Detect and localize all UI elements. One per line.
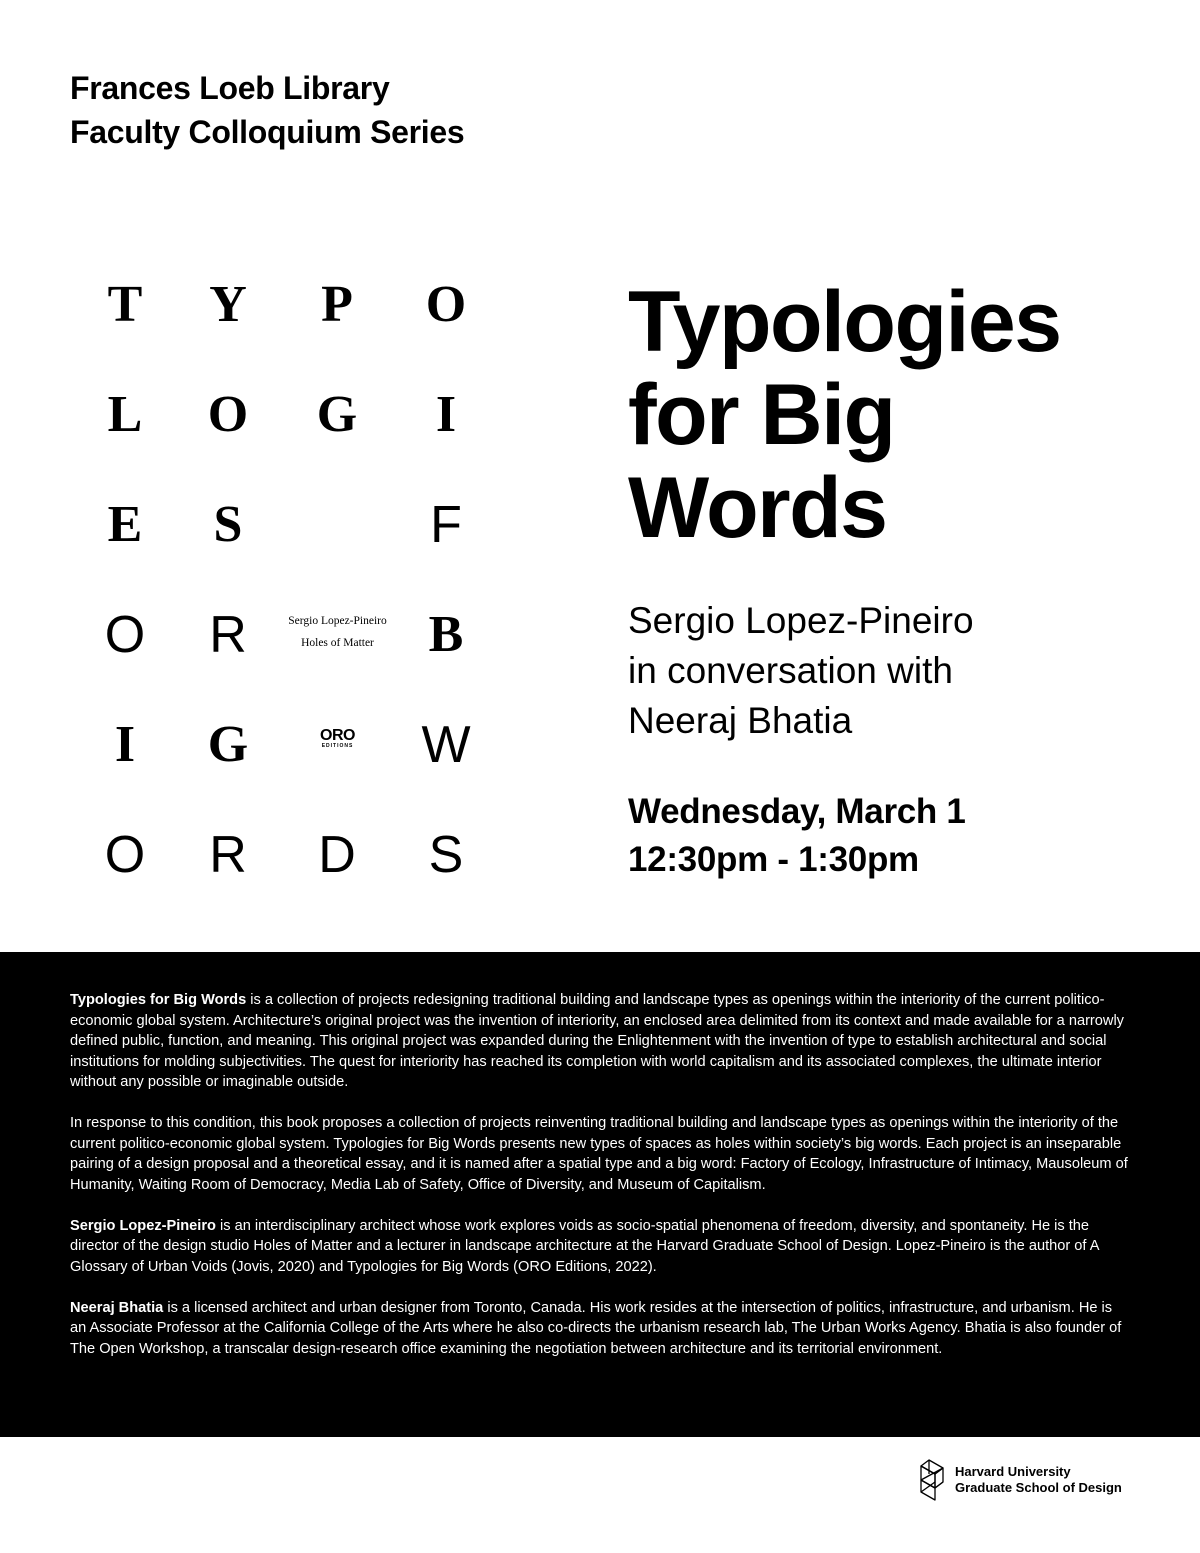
publisher-logo (310, 728, 365, 749)
cover-letter: O (425, 276, 467, 333)
cover-letter: F (430, 496, 462, 554)
bio-paragraph (70, 1298, 1130, 1360)
cover-letter: L (107, 386, 143, 443)
paragraph-text: is a collection of projects redesigning traditional building and landscape types as openings within the interiority of the current politico-economic global system. Architecture’s original project was the invention of interiority, an enclosed area delimited from its context and made available for a narrowly defined public, function, and meaning. This original project was expanded during the Enlightenment with the invention of type to establish architectural and social institutions for molding subjectivities. The quest for interiority has reached its completion with world capitalism and its associated complexes, the ultimate interior without any possible or imaginable outside. (70, 992, 1124, 1090)
description-paragraph (70, 990, 1130, 1093)
publisher-sub: EDITIONS (321, 743, 354, 749)
title-line: Typologies (628, 274, 1061, 370)
bio-name-bold: Sergio Lopez-Pineiro (70, 1217, 216, 1234)
cover-letter: O (104, 606, 146, 664)
speaker-connector: in conversation with (628, 650, 953, 691)
cover-letter: S (213, 496, 243, 553)
cover-letter: O (104, 826, 146, 884)
cover-letter: O (207, 386, 249, 443)
event-date: Wednesday, March 1 (628, 792, 966, 831)
speaker-2: Neeraj Bhatia (628, 700, 853, 741)
book-title-bold: Typologies for Big Words (70, 992, 247, 1008)
library-name: Frances Loeb Library (70, 70, 390, 106)
cover-letter: G (316, 386, 358, 443)
event-hours: 12:30pm - 1:30pm (628, 840, 919, 879)
publisher-name: ORO (320, 727, 355, 744)
bio-name-bold: Neeraj Bhatia (70, 1299, 164, 1316)
cover-letter: I (114, 716, 136, 773)
series-header (70, 66, 464, 154)
cover-author: Sergio Lopez-Pineiro (288, 615, 387, 627)
cover-letter: P (321, 276, 353, 333)
paragraph-text: is a licensed architect and urban designer from Toronto, Canada. His work resides at the intersection of politics, infrastructure, and urbanism. He is an Associate Professor at the California College of the Arts where he also co-directs the urbanism research lab, The Urban Works Agency. Bhatia is also founder of The Open Workshop, a transcalar design-research office examining the negotiation between architecture and its territorial environment. (70, 1299, 1122, 1357)
title-line: Words (628, 460, 887, 556)
cover-studio: Holes of Matter (301, 637, 374, 649)
cover-letter: D (318, 826, 356, 884)
cover-author-block (270, 610, 405, 654)
cover-letter: S (428, 826, 464, 884)
title-line: for Big (628, 367, 895, 463)
cover-letter: Y (209, 276, 247, 333)
description-panel (0, 952, 1200, 1437)
org-line-2: Graduate School of Design (955, 1480, 1122, 1495)
cover-letter: T (107, 276, 143, 333)
gsd-name (955, 1464, 1122, 1496)
cover-letter: B (428, 606, 464, 663)
cover-letter: W (421, 716, 471, 774)
book-cover (70, 270, 500, 890)
series-name: Faculty Colloquium Series (70, 114, 465, 150)
paragraph-text: is an interdisciplinary architect whose work explores voids as socio-spatial phenomena of freedom, diversity, and spontaneity. He is the director of the design studio Holes of Matter and a lecturer in landscape architecture at the Harvard Graduate School of Design. Lopez-Pineiro is the author of A Glossary of Urban Voids (Jovis, 2020) and Typologies for Big Words (ORO Editions, 2022). (70, 1217, 1099, 1275)
bio-paragraph (70, 1216, 1130, 1278)
gsd-logo (915, 1458, 1122, 1502)
paragraph-text: In response to this condition, this book proposes a collection of projects reinventing traditional building and landscape types as openings within the interiority of the current politico-economic global system. Typologies for Big Words presents new types of spaces as holes within society’s big words. Each project is an inseparable pairing of a design proposal and a theoretical essay, and it is named after a spatial type and a big word: Factory of Ecology, Infrastructure of Intimacy, Mausoleum of Humanity, Waiting Room of Democracy, Media Lab of Safety, Office of Diversity, and Museum of Capitalism. (70, 1115, 1128, 1193)
event-title (628, 276, 1061, 555)
cover-letter: I (435, 386, 457, 443)
description-paragraph (70, 1113, 1130, 1195)
cover-letter: R (209, 826, 247, 884)
cover-letter: R (209, 606, 247, 664)
cover-letter: G (207, 716, 249, 773)
event-time (628, 788, 966, 884)
speakers (628, 596, 974, 746)
gsd-mark-icon (915, 1458, 949, 1502)
speaker-1: Sergio Lopez-Pineiro (628, 600, 974, 641)
org-line-1: Harvard University (955, 1464, 1071, 1479)
cover-letter: E (107, 496, 143, 553)
